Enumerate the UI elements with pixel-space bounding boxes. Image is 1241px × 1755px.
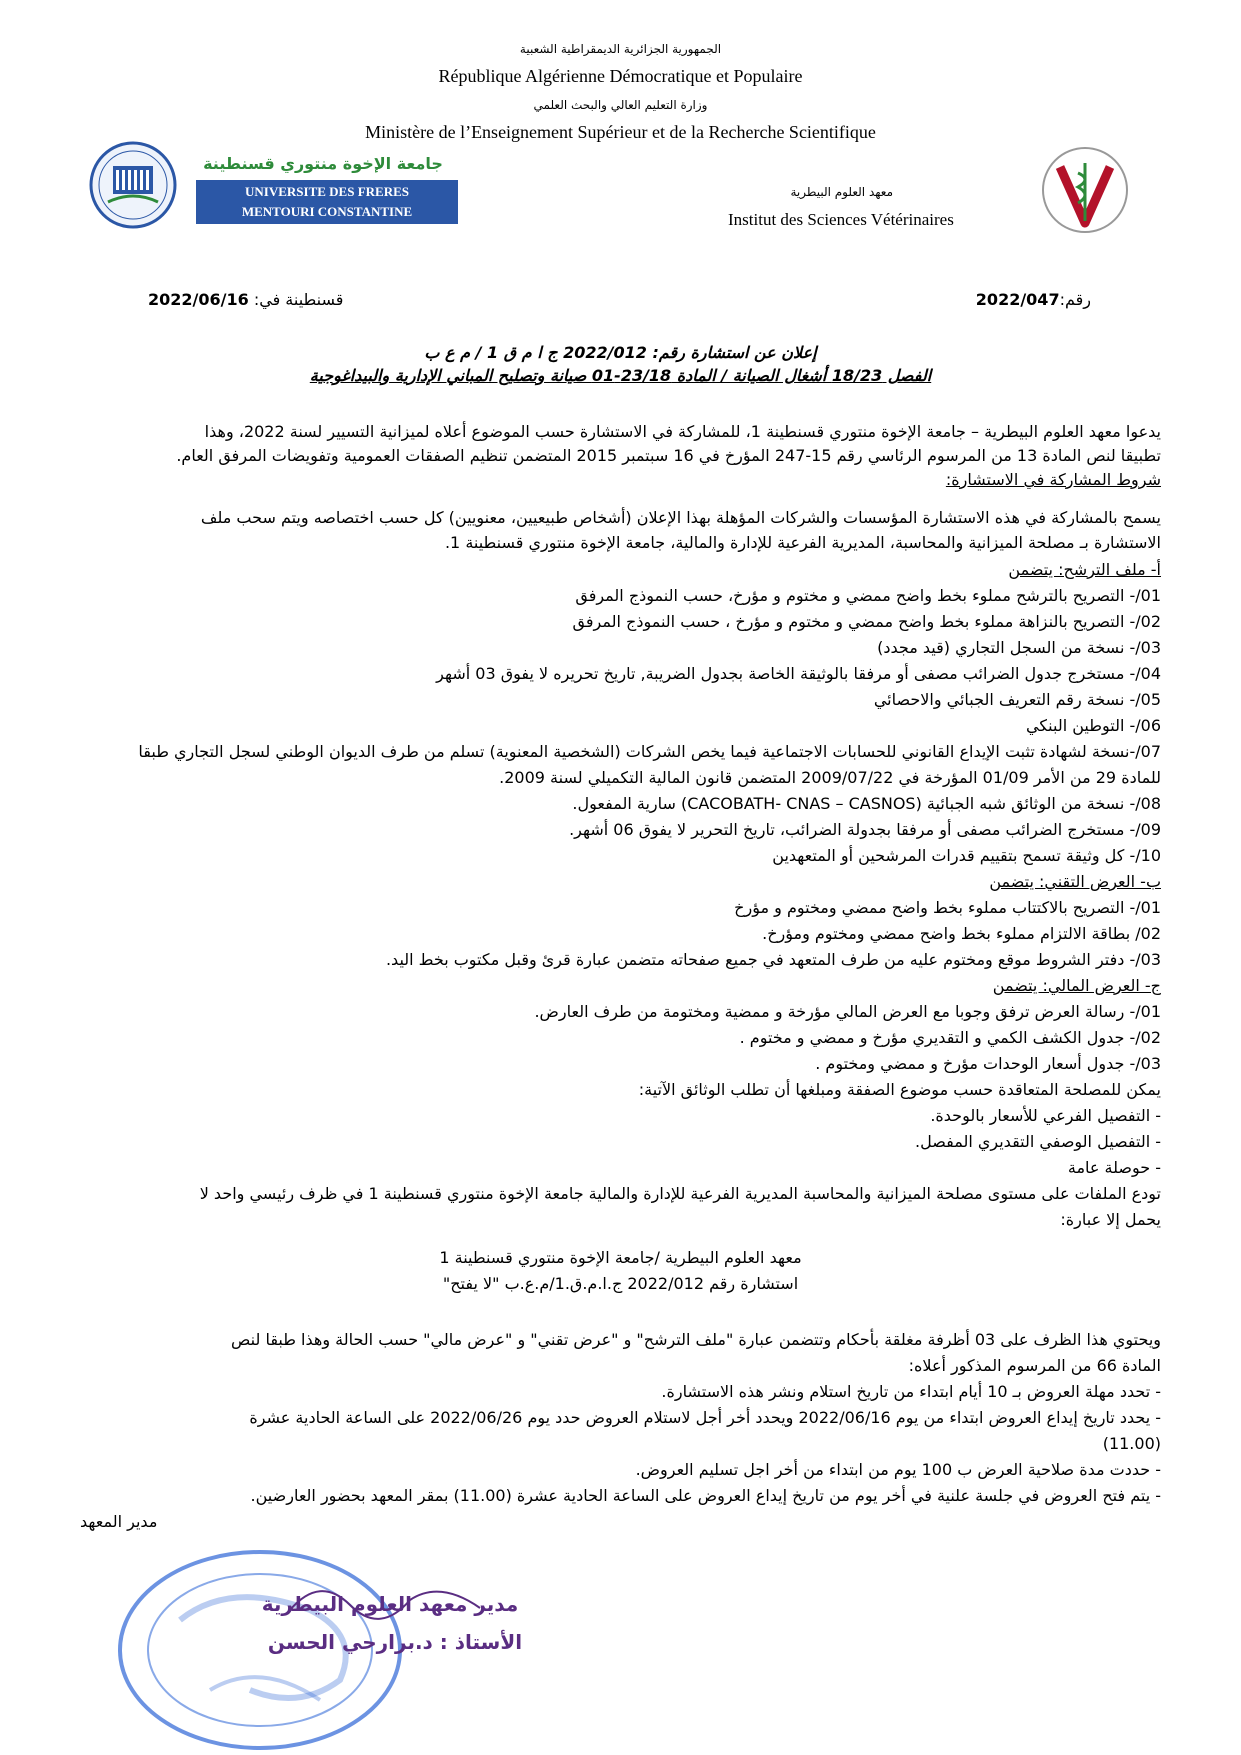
- list-item: 02/- جدول الكشف الكمي و التقديري مؤرخ و ممضي و مختوم .: [739, 1028, 1161, 1047]
- header-ministry-fr: Ministère de l’Enseignement Supérieur et de la Recherche Scientifique: [365, 122, 876, 142]
- university-logo: [78, 140, 458, 230]
- university-name-fr-1: UNIVERSITE DES FRERES: [245, 184, 409, 199]
- list-item: - تحدد مهلة العروض بـ 10 أيام ابتداء من تاريخ استلام ونشر هذه الاستشارة.: [661, 1382, 1161, 1401]
- section-c-heading: ج- العرض المالي: يتضمن: [992, 976, 1161, 995]
- reference-label: رقم:: [1059, 290, 1091, 309]
- list-item: 06/- التوطين البنكي: [1026, 716, 1161, 735]
- date-label: قسنطينة في:: [253, 290, 344, 309]
- university-name-banner: [196, 180, 458, 224]
- list-item: - حوصلة عامة: [1067, 1158, 1161, 1177]
- document-title-1: إعلان عن استشارة رقم: 2022/012 ج ا م ق 1 / م ع ب: [424, 343, 817, 362]
- list-item: - يحدد تاريخ إيداع العروض ابتداء من يوم 2022/06/16 ويحدد أخر أجل لاستلام العروض حدد يوم 2022/06/26 على الساعة الحادية عشرة: [249, 1408, 1161, 1427]
- university-seal-icon: [78, 140, 188, 230]
- list-item: - يتم فتح العروض في جلسة علنية في أخر يوم من تاريخ إيداع العروض على الساعة الحادية عشرة (11.00) بمقر المعهد بحضور العارضين.: [250, 1486, 1161, 1505]
- document-title-2: الفصل 18/23 أشغال الصيانة / المادة 23/18-01 صيانة وتصليح المباني الإدارية والبيداغوجية: [309, 366, 932, 385]
- list-item: 08/- نسخة من الوثائق شبه الجبائية (CACOBATH- CNAS – CASNOS) سارية المفعول.: [572, 794, 1161, 813]
- conditions-line-2: الاستشارة بـ مصلحة الميزانية والمحاسبة، المديرية الفرعية للإدارة والمالية، جامعة الإخوة منتوري قسنطينة 1.: [444, 533, 1161, 552]
- list-item: 03/- دفتر الشروط موقع ومختوم عليه من طرف المتعهد في جميع صفحاته متضمن عبارة قرئ وقبل مكتوب بخط اليد.: [385, 950, 1161, 969]
- list-item: 01/- رسالة العرض ترفق وجوبا مع العرض المالي مؤرخة و ممضية ومختومة من طرف العارض.: [534, 1002, 1161, 1021]
- veterinary-logo-icon: [1040, 145, 1130, 235]
- list-item: 04/- مستخرج جدول الضرائب مصفى أو مرفقا بالوثيقة الخاصة بجدول الضريبة, تاريخ تحريره لا يفوق 03 أشهر: [436, 664, 1161, 683]
- document-date: [148, 290, 343, 309]
- list-item: - حددت مدة صلاحية العرض ب 100 يوم من ابتداء من أخر اجل تسليم العروض.: [635, 1460, 1161, 1479]
- date-value: 2022/06/16: [148, 290, 249, 309]
- stamp-director-title: مدير معهد العلوم البيطرية: [261, 1592, 519, 1616]
- university-name-fr-2: MENTOURI CONSTANTINE: [241, 204, 413, 219]
- header-ministry-ar: وزارة التعليم العالي والبحث العلمي: [533, 98, 708, 112]
- envelope-line-2: استشارة رقم 2022/012 ج.ا.م.ق.1/م.ع.ب "لا يفتح": [442, 1274, 799, 1293]
- section-b-heading: ب- العرض التقني: يتضمن: [989, 872, 1161, 891]
- section-a-heading: أ- ملف الترشح: يتضمن: [1008, 560, 1161, 579]
- institute-name-ar: معهد العلوم البيطرية: [790, 185, 893, 199]
- list-item: 02/- التصريح بالنزاهة مملوء بخط واضح ممضي و مختوم و مؤرخ ، حسب النموذج المرفق: [572, 612, 1161, 631]
- conditions-line-1: يسمح بالمشاركة في هذه الاستشارة المؤسسات والشركات المؤهلة بهذا الإعلان (أشخاص طبيعيين، معنويين) كل حسب اختصاصه ويتم سحب ملف: [200, 508, 1161, 527]
- signature-title: مدير المعهد: [80, 1512, 158, 1531]
- contains-line-1: ويحتوي هذا الظرف على 03 أظرفة مغلقة بأحكام وتتضمن عبارة "ملف الترشح" و "عرض تقني" و "عرض مالي" حسب الحالة وهذا طبقا لنص: [231, 1330, 1161, 1349]
- conditions-heading: شروط المشاركة في الاستشارة:: [945, 470, 1161, 489]
- header-republic-fr: République Algérienne Démocratique et Populaire: [438, 66, 803, 86]
- intro-line-1: يدعوا معهد العلوم البيطرية – جامعة الإخوة منتوري قسنطينة 1، للمشاركة في الاستشارة حسب الموضوع أعلاه لميزانية التسيير لسنة 2022، وهذا: [204, 422, 1161, 441]
- list-item: 07/-نسخة لشهادة تثبت الإيداع القانوني للحسابات الاجتماعية فيما يخص الشركات (الشخصية المعنوية) تسلم من طرف الديوان الوطني لسجل التجاري طبقا: [138, 742, 1161, 761]
- stamp-director-name: الأستاذ : د.برارحي الحسن: [267, 1630, 523, 1654]
- list-item: للمادة 29 من الأمر 01/09 المؤرخة في 2009/07/22 المتضمن قانون المالية التكميلي لسنة 2009.: [499, 768, 1161, 787]
- list-item: - التفصيل الفرعي للأسعار بالوحدة.: [930, 1106, 1161, 1125]
- reference-value: 2022/047: [975, 290, 1060, 309]
- list-item: (11.00): [1102, 1434, 1161, 1453]
- deposit-line-2: يحمل إلا عبارة:: [1060, 1210, 1161, 1229]
- deposit-line-1: تودع الملفات على مستوى مصلحة الميزانية والمحاسبة المديرية الفرعية للإدارة والمالية جامعة الإخوة منتوري قسنطينة 1 في ظرف رئيسي واحد لا: [199, 1184, 1161, 1203]
- handwritten-signature-icon: [280, 1570, 500, 1630]
- list-item: 01/- التصريح بالترشح مملوء بخط واضح ممضي و مختوم و مؤرخ، حسب النموذج المرفق: [575, 586, 1161, 605]
- intro-line-2: تطبيقا لنص المادة 13 من المرسوم الرئاسي رقم 15-247 المؤرخ في 16 سبتمبر 2015 المتضمن تنظيم الصفقات العمومية وتفويضات المرفق العام.: [176, 446, 1161, 465]
- list-item: 03/- نسخة من السجل التجاري (قيد مجدد): [877, 638, 1161, 657]
- institute-name-fr: Institut des Sciences Vétérinaires: [728, 210, 954, 229]
- contains-line-2: المادة 66 من المرسوم المذكور أعلاه:: [908, 1356, 1161, 1375]
- list-item: 05/- نسخة رقم التعريف الجبائي والاحصائي: [873, 690, 1161, 709]
- list-item: - التفصيل الوصفي التقديري المفصل.: [915, 1132, 1161, 1151]
- list-item: 09/- مستخرج الضرائب مصفى أو مرفقا بجدولة الضرائب، تاريخ التحرير لا يفوق 06 أشهر.: [569, 820, 1161, 839]
- list-item: 01/- التصريح بالاكتتاب مملوء بخط واضح ممضي ومختوم و مؤرخ: [734, 898, 1161, 917]
- list-item: 03/- جدول أسعار الوحدات مؤرخ و ممضي ومختوم .: [815, 1054, 1161, 1073]
- university-name-ar: جامعة الإخوة منتوري قسنطينة: [203, 154, 443, 173]
- may-request-text: يمكن للمصلحة المتعاقدة حسب موضوع الصفقة ومبلغها أن تطلب الوثائق الآتية:: [638, 1080, 1161, 1099]
- reference-number: [976, 290, 1091, 309]
- header-republic-ar: الجمهورية الجزائرية الديمقراطية الشعبية: [519, 42, 722, 56]
- list-item: 10/- كل وثيقة تسمح بتقييم قدرات المرشحين أو المتعهدين: [772, 846, 1161, 865]
- envelope-line-1: معهد العلوم البيطرية /جامعة الإخوة منتوري قسنطينة 1: [439, 1248, 802, 1267]
- list-item: 02/ بطاقة الالتزام مملوء بخط واضح ممضي ومختوم ومؤرخ.: [762, 924, 1161, 943]
